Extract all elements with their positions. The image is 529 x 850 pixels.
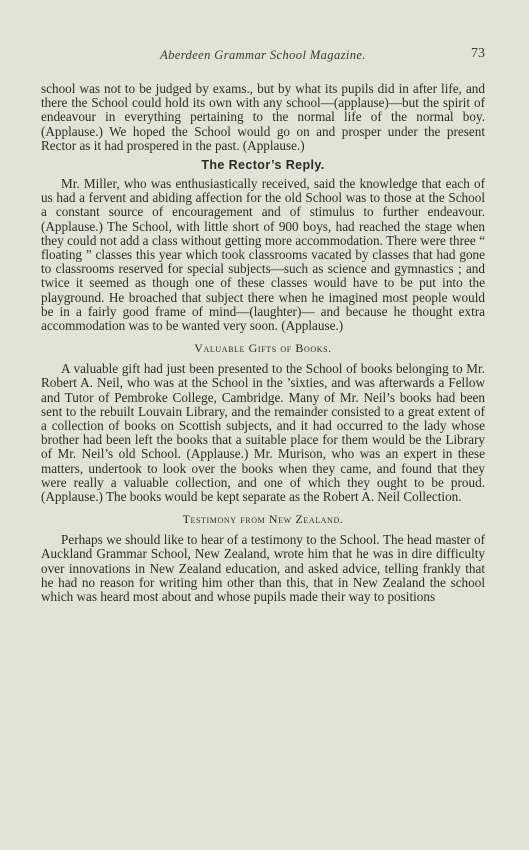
paragraph-intro: school was not to be judged by exams., but by what its pupils did in after life, and there the School could hold its own with any school—(applause)—but the spirit of endeavour in everything pertaining to the normal life of the normal boy. (Applause.) We hoped the School would go on and prosper under the present Rector as it had prospered in the past. (Applause.) [41,81,485,153]
page-number: 73 [471,46,485,61]
running-title: Aberdeen Grammar School Magazine. [160,48,366,62]
paragraph-valuable-gifts: A valuable gift had just been presented to the School of books belonging to Mr. Robert A. Neil, who was at the School in the ’sixties, and was afterwards a Fellow and Tutor of Pembroke College, Cambridge. Many of Mr. Neil’s books had been sent to the rebuilt Louvain Library, and the remainder consisted to a great extent of a collection of books on Scottish subjects, and it had occurred to the lady whose brother had been left the books that a suitable place for them would be the Library of Mr. Neil’s old School. (Applause.) Mr. Murison, who was an expert in these matters, undertook to look over the books when they came, and found that they were really a valuable collection, and one of which they ought to be proud. (Applause.) The books would be kept separate as the Robert A. Neil Collection. [41,361,485,505]
heading-testimony: Testimony from New Zealand. [182,512,344,527]
heading-valuable-gifts: Valuable Gifts of Books. [194,341,332,356]
paragraph-rector-reply: Mr. Miller, who was enthusiastically received, said the knowledge that each of us had a fervent and abiding affection for the old School was to those at the School a constant source of encouragement and of stimulus to further endeavour. (Applause.) The School, with little short of 900 boys, had reached the stage when they could not add a class without getting more accommodation. There were three “ floating ” classes this year which took classrooms vacated by classes that had gone to classrooms reserved for special subjects—such as science and gymnastics ; and twice it seemed as though one of these classes would have to be put into the playground. He broached that subject there when he imagined most people would be in a fairly good frame of mind—(laughter)— and because he thought extra accommodation was to be wanted very soon. (Applause.) [41,176,485,334]
paragraph-testimony: Perhaps we should like to hear of a testimony to the School. The head master of Auckland Grammar School, New Zealand, wrote him that he was in dire difficulty over innovations in New Zealand education, and asked advice, telling frankly that he had no reason for writing him other than this, that in New Zealand the school which was heard most about and whose pupils made their way to positions [41,532,485,605]
page-header [41,48,485,70]
heading-rector-reply: The Rector’s Reply. [201,158,325,173]
